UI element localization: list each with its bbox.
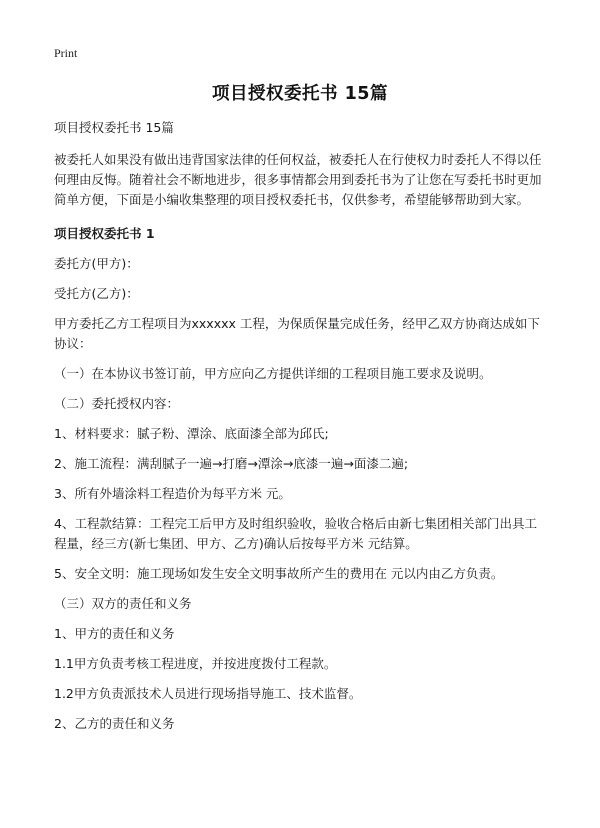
paragraph-clause-3: （三）双方的责任和义务 [54, 596, 192, 611]
intro-paragraph: 被委托人如果没有做出违背国家法律的任何权益，被委托人在行使权力时委托人不得以任何理由反悔。随着社会不断地进步，很多事情都会用到委托书为了让您在写委托书时更加简单方便，下面是小编收集整理的项目授权委托书，仅供参考，希望能够帮助到大家。 [54, 152, 542, 207]
document-body [54, 118, 548, 744]
paragraph-materials: 1、材料要求：腻子粉、潭涂、底面漆全部为邱氏; [54, 426, 329, 441]
paragraph-process: 2、施工流程：满刮腻子一遍→打磨→潭涂→底漆一遍→面漆二遍; [54, 456, 409, 471]
paragraph-agent: 受托方(乙方)： [54, 286, 139, 301]
page-title: 项目授权委托书 15篇 [212, 84, 388, 104]
paragraph-cost: 3、所有外墙涂料工程造价为每平方米 元。 [54, 486, 291, 501]
paragraph-clause-2: （二）委托授权内容： [54, 396, 180, 411]
paragraph-duty-1-1: 1.1甲方负责考核工程进度，并按进度拨付工程款。 [54, 656, 337, 671]
paragraph-principal: 委托方(甲方)： [54, 256, 139, 271]
paragraph-duty-1-2: 1.2甲方负责派技术人员进行现场指导施工、技术监督。 [54, 686, 362, 701]
paragraph-safety: 5、安全文明：施工现场如发生安全文明事故所产生的费用在 元以内由乙方负责。 [54, 566, 504, 581]
paragraph-clause-1: （一）在本协议书签订前，甲方应向乙方提供详细的工程项目施工要求及说明。 [54, 366, 492, 381]
paragraph-settlement: 4、工程款结算：工程完工后甲方及时组织验收，验收合格后由新七集团相关部门出具工程量，经三方(新七集团、甲方、乙方)确认后按每平方米 元结算。 [54, 516, 537, 551]
paragraph-party-b-duties: 2、乙方的责任和义务 [54, 716, 175, 731]
section-heading: 项目授权委托书 1 [54, 226, 155, 241]
print-link[interactable]: Print [54, 46, 78, 60]
paragraph-agreement: 甲方委托乙方工程项目为xxxxxx 工程，为保质保量完成任务，经甲乙双方协商达成如下协议： [54, 316, 540, 351]
paragraph-party-a-duties: 1、甲方的责任和义务 [54, 626, 175, 641]
document-subtitle: 项目授权委托书 15篇 [54, 120, 174, 135]
